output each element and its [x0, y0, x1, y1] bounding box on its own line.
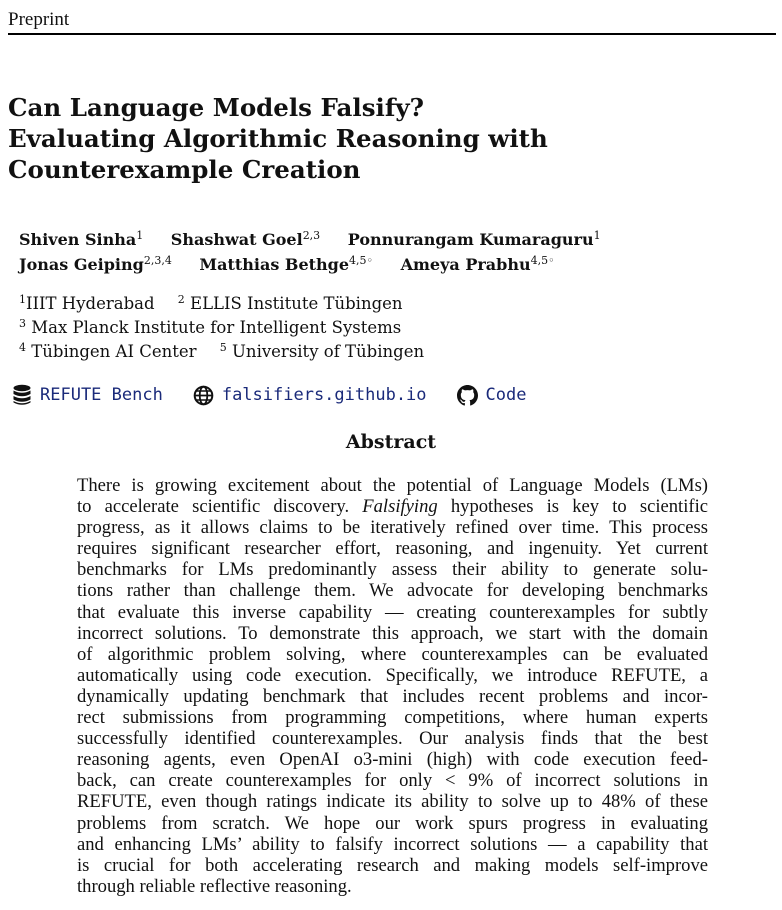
abstract-body	[77, 475, 708, 897]
abstract-line: through reliable reflective reasoning.	[77, 875, 352, 897]
running-header: Preprint	[8, 9, 70, 30]
author: Matthias Bethge$^{4,5◦}$	[199, 254, 373, 274]
author: Ameya Prabhu$^{4,5◦}$	[400, 254, 555, 274]
code-label[interactable]: Code	[485, 385, 527, 405]
abstract-line: automatically using code execution. Specifically, we introduce REFUTE, a	[77, 664, 708, 686]
author-list	[19, 227, 759, 277]
abstract-line: successfully identified counterexamples. Our analysis finds that the best	[77, 728, 708, 750]
abstract-line: REFUTE, even though ratings indicate its ability to solve up to 48% of these	[77, 791, 708, 813]
author: Shashwat Goel$^{2,3}$	[170, 229, 321, 249]
title-line: Counterexample Creation	[8, 155, 361, 184]
github-icon	[457, 385, 478, 406]
affiliation: $^1$IIIT Hyderabad	[19, 293, 155, 313]
affiliation: $^4$ Tübingen AI Center	[19, 341, 197, 361]
abstract-line: and enhancing LMs’ ability to falsify incorrect solutions — a capability that	[77, 833, 708, 855]
abstract-line: incorrect solutions. To demonstrate this approach, we start with the domain	[77, 622, 708, 644]
abstract-line: tions rather than challenge them. We advocate for developing benchmarks	[77, 580, 708, 602]
database-icon	[12, 384, 32, 406]
website-label[interactable]: falsifiers.github.io	[221, 385, 427, 405]
abstract-line: dynamically updating benchmark that includes recent problems and incor-	[77, 685, 708, 707]
refute-bench-label[interactable]: REFUTE Bench	[40, 385, 163, 405]
abstract-line: to accelerate scientific discovery. Falsifying hypotheses is key to scientific	[77, 496, 708, 518]
title-line: Evaluating Algorithmic Reasoning with	[8, 124, 548, 153]
abstract-line: back, can create counterexamples for only < 9% of incorrect solutions in	[77, 770, 708, 792]
abstract-line: progress, as it allows claims to be iteratively refined over time. This process	[77, 517, 708, 539]
abstract-line: reasoning agents, even OpenAI o3-mini (high) with code execution feed-	[77, 749, 708, 771]
emphasis-falsifying: Falsifying	[362, 496, 438, 518]
abstract-line: is crucial for both accelerating research and making models self-improve	[77, 854, 708, 876]
abstract-line: requires significant researcher effort, reasoning, and ingenuity. Yet current	[77, 538, 708, 560]
author: Shiven Sinha$^1$	[19, 229, 144, 249]
code-link[interactable]	[457, 385, 527, 406]
affiliation: $^3$ Max Planck Institute for Intelligent Systems	[19, 317, 402, 337]
abstract-line: that evaluate this inverse capability — creating counterexamples for subtly	[77, 601, 708, 623]
author: Jonas Geiping$^{2,3,4}$	[19, 254, 172, 274]
globe-icon	[193, 385, 214, 406]
website-link[interactable]	[193, 385, 427, 406]
abstract-line: There is growing excitement about the potential of Language Models (LMs)	[77, 475, 708, 496]
affiliation-list	[19, 292, 759, 364]
header-rule	[8, 33, 776, 35]
affiliation: $^5$ University of Tübingen	[219, 341, 425, 361]
refute-bench-link[interactable]	[12, 384, 163, 406]
affiliation: $^2$ ELLIS Institute Tübingen	[177, 293, 403, 313]
paper-title	[8, 92, 768, 185]
abstract-line: problems from scratch. We hope our work spurs progress in evaluating	[77, 812, 708, 834]
abstract-line: rect submissions from programming competitions, where human experts	[77, 707, 708, 729]
abstract-heading: Abstract	[345, 431, 437, 453]
author: Ponnurangam Kumaraguru$^1$	[347, 229, 601, 249]
abstract-line: of algorithmic problem solving, where counterexamples can be evaluated	[77, 643, 708, 665]
resource-links	[12, 382, 556, 408]
title-line: Can Language Models Falsify?	[8, 93, 424, 122]
abstract-line: benchmarks for LMs predominantly assess their ability to generate solu-	[77, 559, 708, 581]
